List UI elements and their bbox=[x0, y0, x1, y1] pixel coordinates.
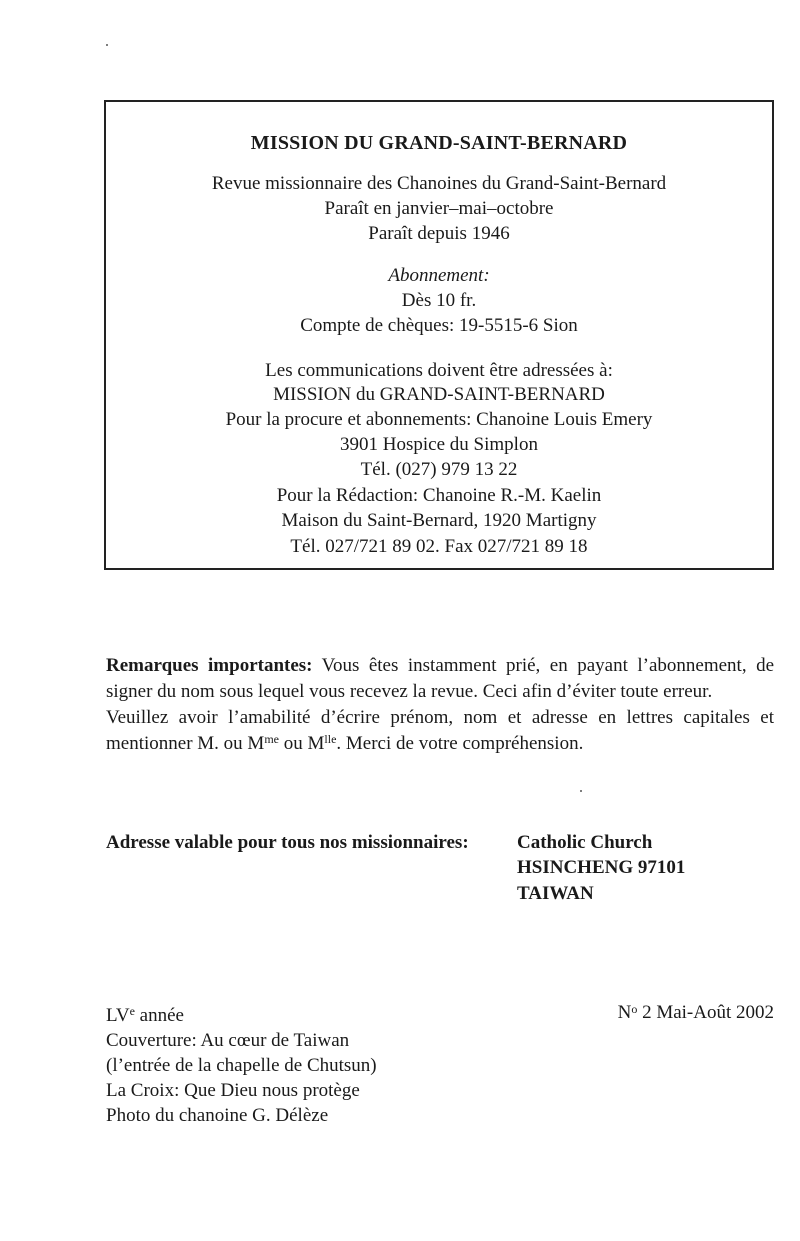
cross-caption: La Croix: Que Dieu nous protège bbox=[106, 1080, 360, 1101]
subscription-price: Dès 10 fr. bbox=[401, 290, 477, 311]
issue-number: $N^o$ 2 Mai-Août 2002 bbox=[617, 1002, 774, 1023]
photo-credit: Photo du chanoine G. Délèze bbox=[106, 1105, 329, 1126]
address-label: Adresse valable pour tous nos missionnaires: bbox=[106, 832, 469, 853]
volume-year: LVe année bbox=[106, 1004, 184, 1026]
procure-address: 3901 Hospice du Simplon bbox=[340, 434, 538, 455]
page-title: MISSION DU GRAND-SAINT-BERNARD bbox=[250, 132, 628, 154]
publication-months: Paraît en janvier–mai–octobre bbox=[324, 198, 554, 219]
print-speck bbox=[106, 44, 108, 46]
publication-since: Paraît depuis 1946 bbox=[368, 223, 510, 244]
redaction-phone: Tél. 027/721 89 02. Fax 027/721 89 18 bbox=[290, 536, 588, 557]
print-speck bbox=[580, 790, 582, 792]
procure-contact: Pour la procure et abonnements: Chanoine Louis Emery bbox=[225, 409, 653, 430]
cover-caption-detail: (l’entrée de la chapelle de Chutsun) bbox=[106, 1055, 377, 1076]
cheque-account: Compte de chèques: 19-5515-6 Sion bbox=[300, 315, 578, 336]
remarks-text-1: Vous êtes instamment prié, en payant l’abonnement, de signer du nom sous lequel vous recevez la revue. Ceci afin d’éviter toute erreur. bbox=[106, 655, 775, 702]
info-box bbox=[104, 100, 774, 570]
address-line-2: HSINCHENG 97101 bbox=[517, 857, 686, 878]
contact-intro: Les communications doivent être adressées à: bbox=[265, 360, 613, 381]
address-line-1: Catholic Church bbox=[517, 832, 653, 853]
remarks-label: Remarques importantes: bbox=[106, 655, 313, 676]
cover-caption: Couverture: Au cœur de Taiwan bbox=[106, 1030, 350, 1051]
remarks-paragraph-2: Veuillez avoir l’amabilité d’écrire prénom, nom et adresse en lettres capitales et mentionner M. ou $M^{me}$ ou $M^{lle}$. Merci de votre compréhension. bbox=[106, 707, 774, 754]
remarks-paragraph-1 bbox=[106, 653, 774, 705]
revue-description: Revue missionnaire des Chanoines du Grand-Saint-Bernard bbox=[211, 173, 667, 194]
subscription-label: Abonnement: bbox=[388, 265, 490, 286]
address-line-3: TAIWAN bbox=[517, 883, 594, 904]
redaction-address: Maison du Saint-Bernard, 1920 Martigny bbox=[281, 510, 597, 531]
contact-org: MISSION du GRAND-SAINT-BERNARD bbox=[273, 384, 605, 405]
procure-phone: Tél. (027) 979 13 22 bbox=[360, 459, 518, 480]
redaction-contact: Pour la Rédaction: Chanoine R.-M. Kaelin bbox=[276, 485, 602, 506]
remarks-section bbox=[106, 653, 774, 757]
